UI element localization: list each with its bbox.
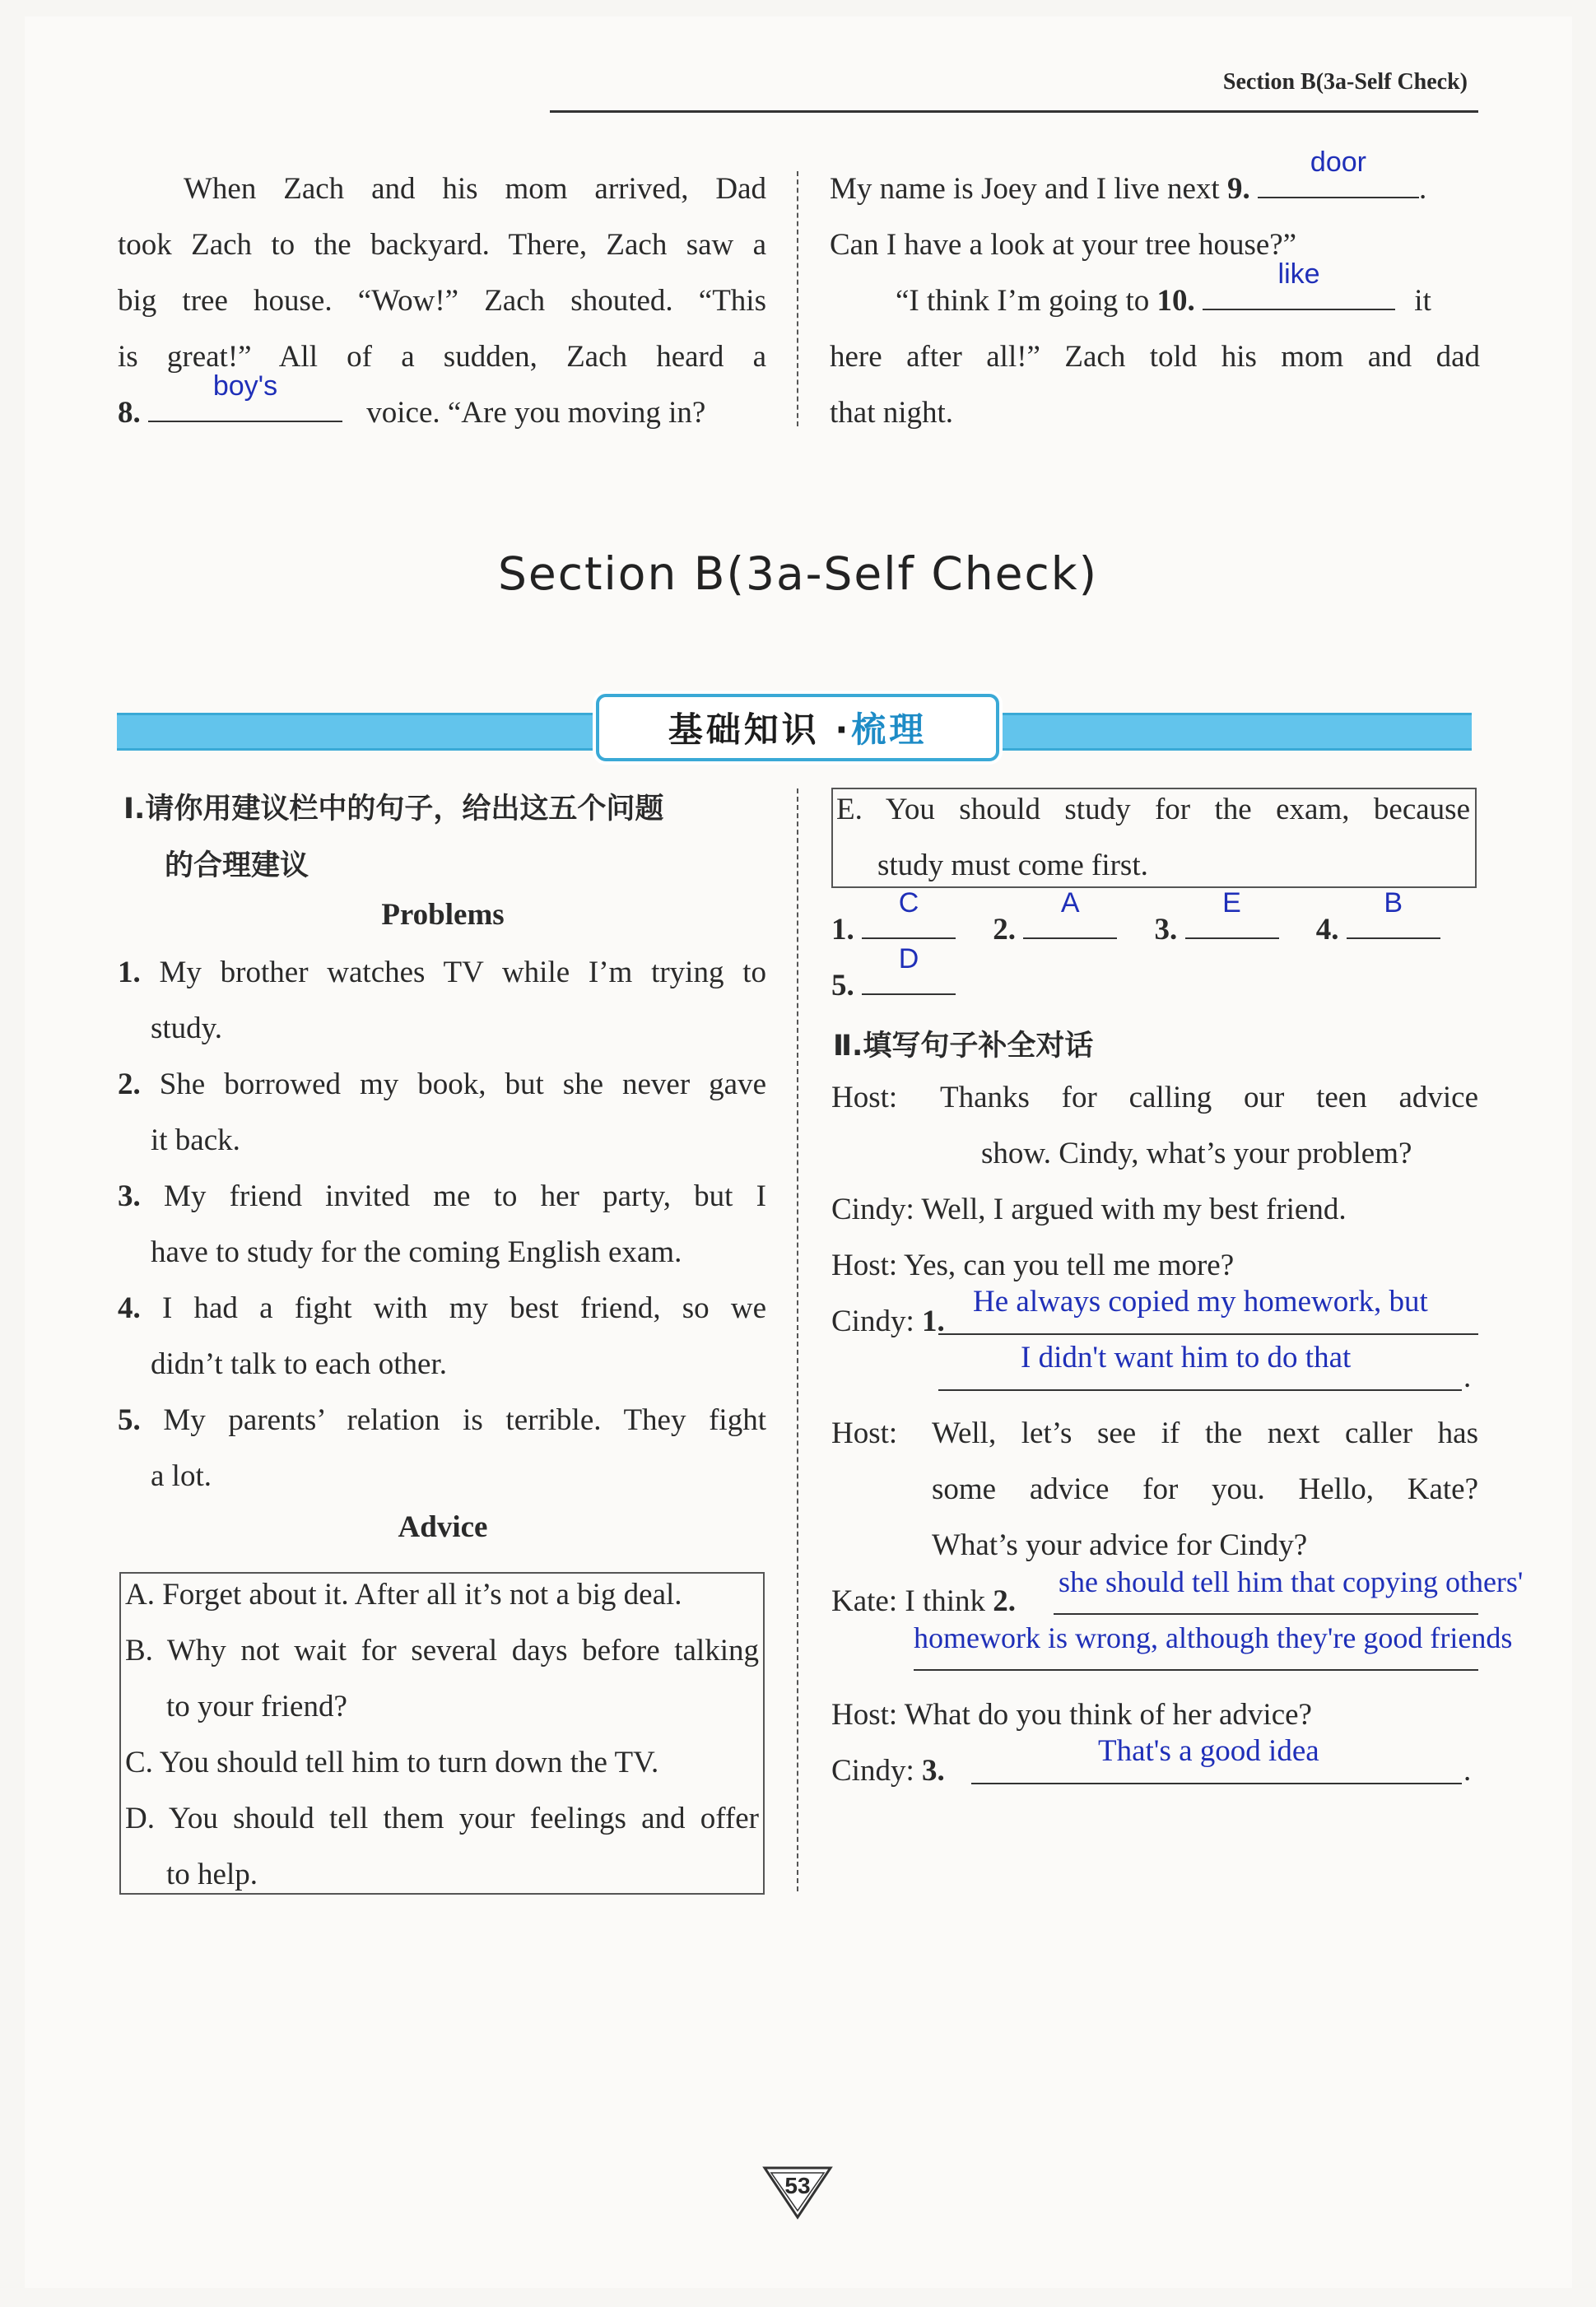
question-number: 3. [922,1754,945,1788]
story-line: that night. [830,396,954,430]
answer-line-1b[interactable] [938,1341,1462,1391]
answer-text: He always copied my homework, but [973,1285,1428,1319]
advice-item: A. Forget about it. After all it’s not a big deal. [125,1578,682,1612]
speaker-label: Kate: I think [831,1584,986,1618]
header-rule [550,110,1478,113]
problem-text: have to study for the coming English exam. [151,1235,682,1269]
answer-blank-p4[interactable] [1347,887,1440,939]
answer-line-3[interactable] [971,1734,1462,1784]
problem-text: My friend invited me to her party, but I [163,1179,767,1213]
speaker-label: Host: [831,1081,898,1114]
advice-item: to help. [166,1858,258,1891]
answer-number: 2. [993,913,1016,947]
dialogue-line: Host: What do you think of her advice? [831,1698,1312,1732]
story-text: it [1414,284,1431,318]
problem-number: 2. [118,1067,141,1101]
problem-text: a lot. [151,1459,212,1493]
banner-label [596,694,999,761]
answer-number: 5. [831,969,854,1002]
problem-number: 3. [118,1179,141,1213]
story-text: voice. “Are you moving in? [366,396,706,430]
banner-text-highlight: 梳理 [851,709,928,750]
advice-title: Advice [398,1510,488,1544]
question-number: 9. [1226,172,1250,206]
advice-item: study must come first. [877,849,1148,882]
question-number: 2. [993,1584,1017,1618]
dialogue-line: Cindy: Well, I argued with my best friend. [831,1193,1347,1226]
dialogue-line: show. Cindy, what’s your problem? [981,1137,1412,1170]
answer-text: like [1277,258,1320,290]
problem-text: didn’t talk to each other. [151,1347,447,1381]
column-divider-top [797,171,798,426]
answer-number: 4. [1315,913,1339,947]
problem-number: 4. [118,1291,141,1325]
speaker-label: Host: [831,1416,898,1450]
problem-text: study. [151,1012,223,1045]
answer-blank-p3[interactable] [1185,887,1279,939]
advice-item: B. Why not wait for several days before talking [125,1634,759,1667]
problems-title: Problems [381,898,505,932]
part2-heading: Ⅱ.填写句子补全对话 [833,1030,1094,1063]
question-number: 10. [1156,284,1195,318]
story-line: big tree house. “Wow!” Zach shouted. “This [118,284,766,318]
dialogue-line: Well, let’s see if the next caller has [932,1416,1478,1450]
answer-blank-8[interactable] [148,370,342,422]
page-number: 53 [784,2173,811,2198]
answer-text: That's a good idea [1098,1734,1319,1768]
question-number: 1. [922,1305,945,1338]
speaker-label: Cindy: [831,1754,914,1788]
answer-text: C [898,887,919,919]
page-number-badge [761,2163,834,2221]
speaker-label: Cindy: [831,1305,914,1338]
problem-text: I had a fight with my best friend, so we [161,1291,767,1325]
story-text: My name is Joey and I live next [830,172,1220,206]
story-line: Can I have a look at your tree house?” [830,228,1297,262]
answer-text: homework is wrong, although they're good friends [914,1621,1513,1654]
problem-item [118,945,766,1001]
dialogue-line: What’s your advice for Cindy? [932,1528,1308,1562]
answer-text: I didn't want him to do that [1021,1341,1352,1374]
problem-item [118,1169,766,1225]
answer-blank-10[interactable] [1203,258,1395,310]
problem-number: 1. [118,956,141,989]
answer-text: boy's [212,370,278,402]
problem-text: She borrowed my book, but she never gave [159,1067,766,1101]
answer-blank-p2[interactable] [1023,887,1117,939]
dialogue-line: Thanks for calling our teen advice [940,1081,1478,1114]
problem-text: My parents’ relation is terrible. They fight [163,1403,766,1437]
answer-text: D [898,943,919,974]
story-line: here after all!” Zach told his mom and dad [830,340,1480,374]
answer-text: she should tell him that copying others' [1059,1565,1524,1598]
answer-blank-p5[interactable] [862,943,956,995]
question-number: 8. [118,396,141,430]
answer-text: E [1222,887,1241,919]
problem-text: My brother watches TV while I’m trying to [159,956,766,989]
running-header: Section B(3a-Self Check) [1222,69,1468,95]
answer-line-2b[interactable] [914,1621,1513,1671]
part1-heading: Ⅰ.请你用建议栏中的句子，给出这五个问题 [123,793,664,826]
advice-item: C. You should tell him to turn down the TV. [125,1746,659,1779]
answer-text: door [1310,147,1366,178]
story-line: is great!” All of a sudden, Zach heard a [118,340,766,374]
advice-item: D. You should tell them your feelings and offer [125,1802,759,1835]
answer-text: A [1060,887,1080,919]
banner-text: 基础知识 · [668,709,852,750]
story-text: “I think I’m going to [896,284,1150,318]
section-title: Section B(3a-Self Check) [497,547,1099,600]
answer-number: 1. [831,913,854,947]
column-divider-bottom [797,788,798,1891]
story-line: When Zach and his mom arrived, Dad [184,172,766,206]
problem-text: it back. [151,1123,240,1157]
problem-number: 5. [118,1403,141,1437]
answer-number: 3. [1154,913,1178,947]
story-line: took Zach to the backyard. There, Zach saw a [118,228,766,262]
part1-heading: 的合理建议 [165,849,309,882]
dialogue-line: some advice for you. Hello, Kate? [932,1472,1478,1506]
problem-item [118,1393,766,1449]
problem-item [118,1057,766,1113]
dialogue-line: Host: Yes, can you tell me more? [831,1249,1235,1282]
advice-item: E. You should study for the exam, because [836,793,1470,826]
advice-item: to your friend? [166,1690,347,1723]
answer-text: B [1384,887,1403,919]
problem-item [118,1281,766,1337]
answer-blank-9[interactable] [1258,147,1419,198]
